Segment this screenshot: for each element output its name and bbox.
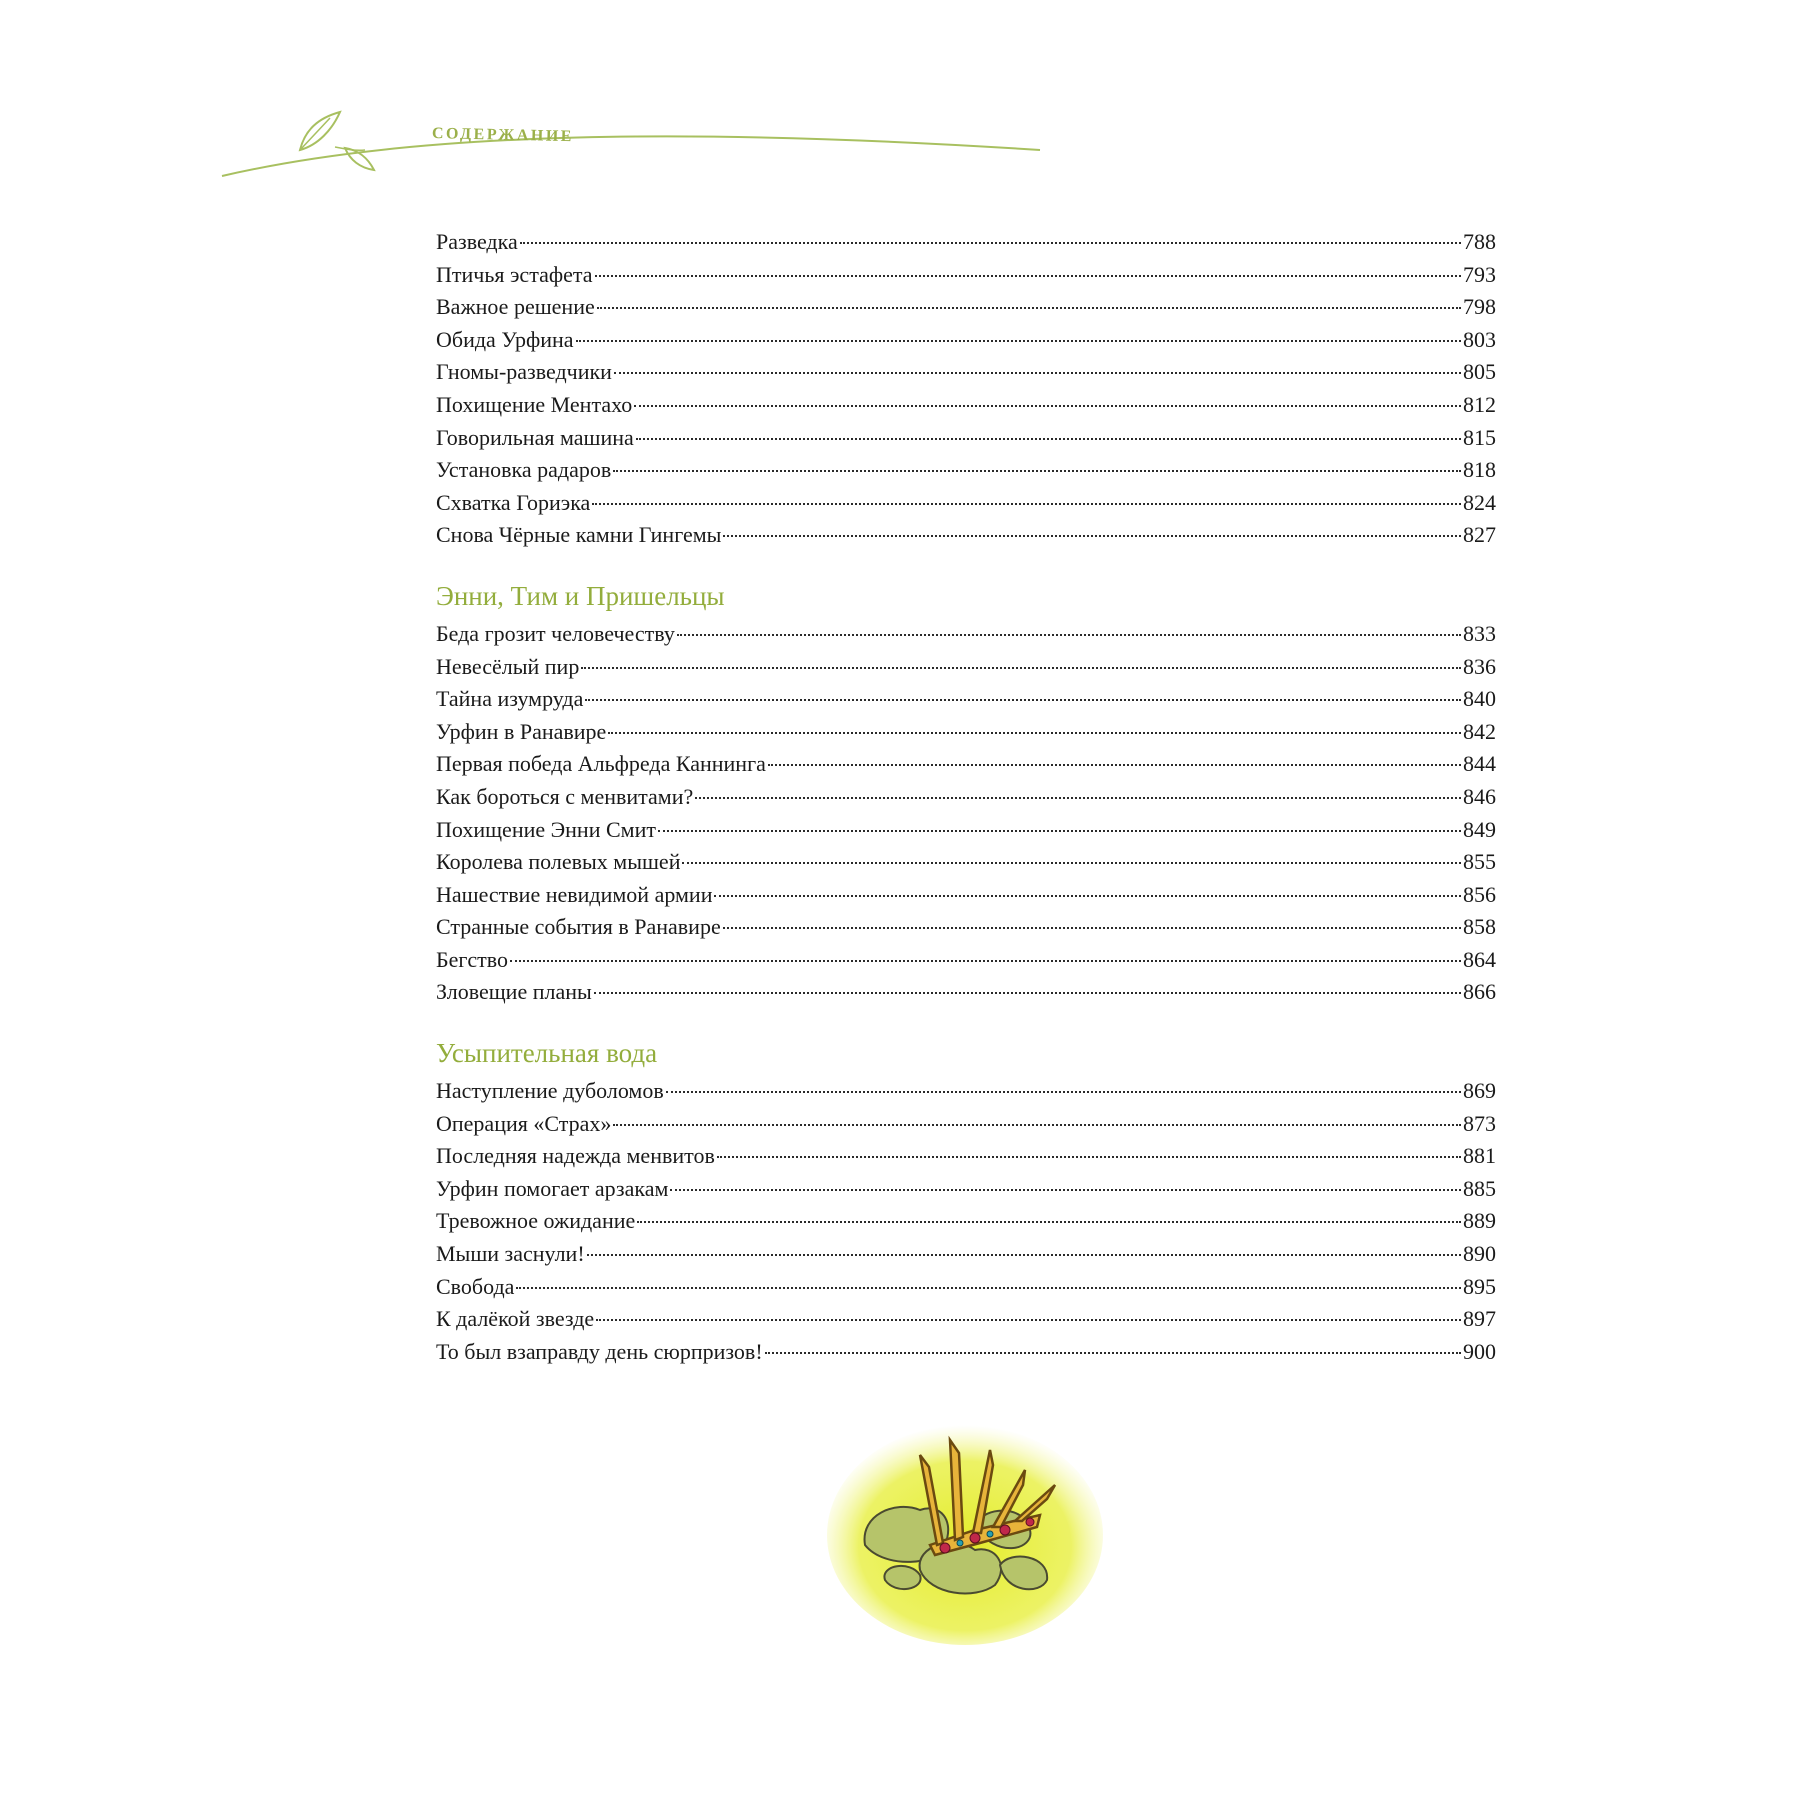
toc-entry[interactable] bbox=[436, 1238, 1496, 1271]
entry-title: Снова Чёрные камни Гингемы bbox=[436, 522, 722, 548]
dot-leader bbox=[765, 1352, 1461, 1354]
dot-leader bbox=[613, 470, 1461, 472]
entry-page: 890 bbox=[1463, 1241, 1496, 1267]
entry-title: Разведка bbox=[436, 229, 518, 254]
entry-title: Бегство bbox=[436, 946, 509, 972]
entry-page: 833 bbox=[1463, 620, 1496, 646]
dot-leader bbox=[595, 275, 1461, 277]
dot-leader bbox=[585, 699, 1461, 701]
section-title[interactable]: Усыпительная вода bbox=[436, 1038, 658, 1069]
entry-title: Последняя надежда менвитов bbox=[436, 1143, 715, 1169]
entry-title: Свобода bbox=[436, 1273, 515, 1299]
entry-page: 803 bbox=[1463, 326, 1496, 352]
toc-entry[interactable] bbox=[436, 748, 1496, 781]
dot-leader bbox=[608, 732, 1461, 734]
entry-page: 815 bbox=[1463, 424, 1496, 450]
section-entries bbox=[436, 1075, 1496, 1368]
dot-leader bbox=[613, 1124, 1461, 1126]
entry-page: 824 bbox=[1463, 489, 1496, 515]
dot-leader bbox=[636, 438, 1461, 440]
dot-leader bbox=[682, 862, 1461, 864]
toc-section bbox=[436, 1035, 1496, 1368]
toc-entry[interactable] bbox=[436, 454, 1496, 487]
dot-leader bbox=[516, 1287, 1461, 1289]
dot-leader bbox=[614, 372, 1461, 374]
dot-leader bbox=[637, 1221, 1461, 1223]
entry-title: Урфин в Ранавире bbox=[436, 718, 607, 744]
entry-page: 897 bbox=[1463, 1306, 1496, 1332]
toc-entry[interactable] bbox=[436, 389, 1496, 422]
entry-title: Похищение Ментахо bbox=[436, 391, 633, 417]
entry-page: 885 bbox=[1463, 1175, 1496, 1201]
section-entries bbox=[436, 226, 1496, 552]
dot-leader bbox=[510, 960, 1461, 962]
toc-entry[interactable] bbox=[436, 716, 1496, 749]
dot-leader bbox=[596, 1319, 1461, 1321]
entry-page: 869 bbox=[1463, 1078, 1496, 1104]
entry-page: 793 bbox=[1463, 261, 1496, 287]
dot-leader bbox=[670, 1189, 1461, 1191]
section-title[interactable]: Энни, Тим и Пришельцы bbox=[436, 580, 725, 611]
entry-page: 889 bbox=[1463, 1208, 1496, 1234]
toc-entry[interactable] bbox=[436, 324, 1496, 357]
toc-entry[interactable] bbox=[436, 259, 1496, 292]
entry-title: Важное решение bbox=[436, 294, 595, 320]
dot-leader bbox=[768, 764, 1461, 766]
crown-on-rocks-illustration bbox=[825, 1395, 1105, 1645]
entry-title: Первая победа Альфреда Каннинга bbox=[436, 751, 766, 777]
toc-entry[interactable] bbox=[436, 944, 1496, 977]
entry-title: Тайна изумруда bbox=[436, 686, 584, 712]
toc-entry[interactable] bbox=[436, 618, 1496, 651]
entry-title: Зловещие планы bbox=[436, 979, 592, 1005]
section-entries bbox=[436, 618, 1496, 1009]
entry-title: Говорильная машина bbox=[436, 424, 634, 450]
toc-entry[interactable] bbox=[436, 1303, 1496, 1336]
dot-leader bbox=[576, 340, 1461, 342]
entry-title: Странные события в Ранавире bbox=[436, 914, 721, 940]
dot-leader bbox=[717, 1156, 1461, 1158]
toc-entry[interactable] bbox=[436, 422, 1496, 455]
dot-leader bbox=[695, 797, 1461, 799]
dot-leader bbox=[594, 992, 1461, 994]
entry-title: Королева полевых мышей bbox=[436, 849, 681, 875]
entry-page: 881 bbox=[1463, 1143, 1496, 1169]
entry-title: Урфин помогает арзакам bbox=[436, 1175, 669, 1201]
toc-entry[interactable] bbox=[436, 814, 1496, 847]
entry-page: 864 bbox=[1463, 946, 1496, 972]
dot-leader bbox=[634, 405, 1461, 407]
entry-page: 836 bbox=[1463, 653, 1496, 679]
entry-title: Обида Урфина bbox=[436, 326, 574, 352]
toc-section bbox=[436, 226, 1496, 552]
toc-entry[interactable] bbox=[436, 1140, 1496, 1173]
toc-entry[interactable] bbox=[436, 1075, 1496, 1108]
dot-leader bbox=[520, 242, 1461, 244]
entry-page: 846 bbox=[1463, 783, 1496, 809]
dot-leader bbox=[723, 535, 1461, 537]
toc-entry[interactable] bbox=[436, 879, 1496, 912]
entry-title: Наступление дуболомов bbox=[436, 1078, 664, 1104]
dot-leader bbox=[597, 307, 1461, 309]
entry-page: 855 bbox=[1463, 849, 1496, 875]
toc-entry[interactable] bbox=[436, 651, 1496, 684]
toc-entry[interactable] bbox=[436, 683, 1496, 716]
toc-section bbox=[436, 578, 1496, 1009]
dot-leader bbox=[677, 634, 1461, 636]
entry-title: Гномы-разведчики bbox=[436, 359, 612, 385]
dot-leader bbox=[581, 667, 1461, 669]
toc-entry[interactable] bbox=[436, 1271, 1496, 1304]
entry-page: 873 bbox=[1463, 1110, 1496, 1136]
toc-entry[interactable] bbox=[436, 291, 1496, 324]
table-of-contents bbox=[436, 226, 1496, 1394]
toc-entry[interactable] bbox=[436, 356, 1496, 389]
entry-page: 844 bbox=[1463, 751, 1496, 777]
toc-entry[interactable] bbox=[436, 519, 1496, 552]
dot-leader bbox=[714, 895, 1461, 897]
toc-entry[interactable] bbox=[436, 1173, 1496, 1206]
entry-title: Птичья эстафета bbox=[436, 261, 593, 287]
toc-entry[interactable] bbox=[436, 846, 1496, 879]
entry-title: К далёкой звезде bbox=[436, 1306, 595, 1332]
entry-page: 858 bbox=[1463, 914, 1496, 940]
entry-page: 895 bbox=[1463, 1273, 1496, 1299]
entry-page: 805 bbox=[1463, 359, 1496, 385]
entry-page: 818 bbox=[1463, 457, 1496, 483]
header-title: содержание bbox=[431, 118, 575, 147]
entry-title: Схватка Гориэка bbox=[436, 489, 591, 515]
dot-leader bbox=[666, 1091, 1461, 1093]
entry-page: 812 bbox=[1463, 391, 1496, 417]
entry-title: Нашествие невидимой армии bbox=[436, 881, 713, 907]
toc-entry[interactable] bbox=[436, 976, 1496, 1009]
entry-page: 849 bbox=[1463, 816, 1496, 842]
header-vine-ornament bbox=[0, 0, 1800, 200]
dot-leader bbox=[658, 830, 1461, 832]
entry-page: 827 bbox=[1463, 522, 1496, 548]
entry-page: 788 bbox=[1463, 229, 1496, 254]
entry-page: 900 bbox=[1463, 1338, 1496, 1364]
toc-entry[interactable] bbox=[436, 487, 1496, 520]
toc-entry[interactable] bbox=[436, 1336, 1496, 1369]
entry-title: Как бороться с менвитами? bbox=[436, 783, 694, 809]
entry-page: 798 bbox=[1463, 294, 1496, 320]
entry-page: 856 bbox=[1463, 881, 1496, 907]
entry-title: Беда грозит человечеству bbox=[436, 620, 675, 646]
toc-entry[interactable] bbox=[436, 1108, 1496, 1141]
entry-title: То был взаправду день сюрпризов! bbox=[436, 1338, 763, 1364]
entry-page: 866 bbox=[1463, 979, 1496, 1005]
entry-title: Похищение Энни Смит bbox=[436, 816, 656, 842]
entry-title: Мыши заснули! bbox=[436, 1241, 585, 1267]
dot-leader bbox=[587, 1254, 1461, 1256]
toc-entry[interactable] bbox=[436, 1205, 1496, 1238]
entry-title: Тревожное ожидание bbox=[436, 1208, 636, 1234]
dot-leader bbox=[592, 503, 1461, 505]
entry-title: Установка радаров bbox=[436, 457, 612, 483]
dot-leader bbox=[723, 927, 1461, 929]
toc-entry[interactable] bbox=[436, 781, 1496, 814]
entry-title: Невесёлый пир bbox=[436, 653, 580, 679]
entry-title: Операция «Страх» bbox=[436, 1110, 612, 1136]
toc-entry[interactable] bbox=[436, 226, 1496, 259]
entry-page: 840 bbox=[1463, 686, 1496, 712]
toc-entry[interactable] bbox=[436, 911, 1496, 944]
entry-page: 842 bbox=[1463, 718, 1496, 744]
